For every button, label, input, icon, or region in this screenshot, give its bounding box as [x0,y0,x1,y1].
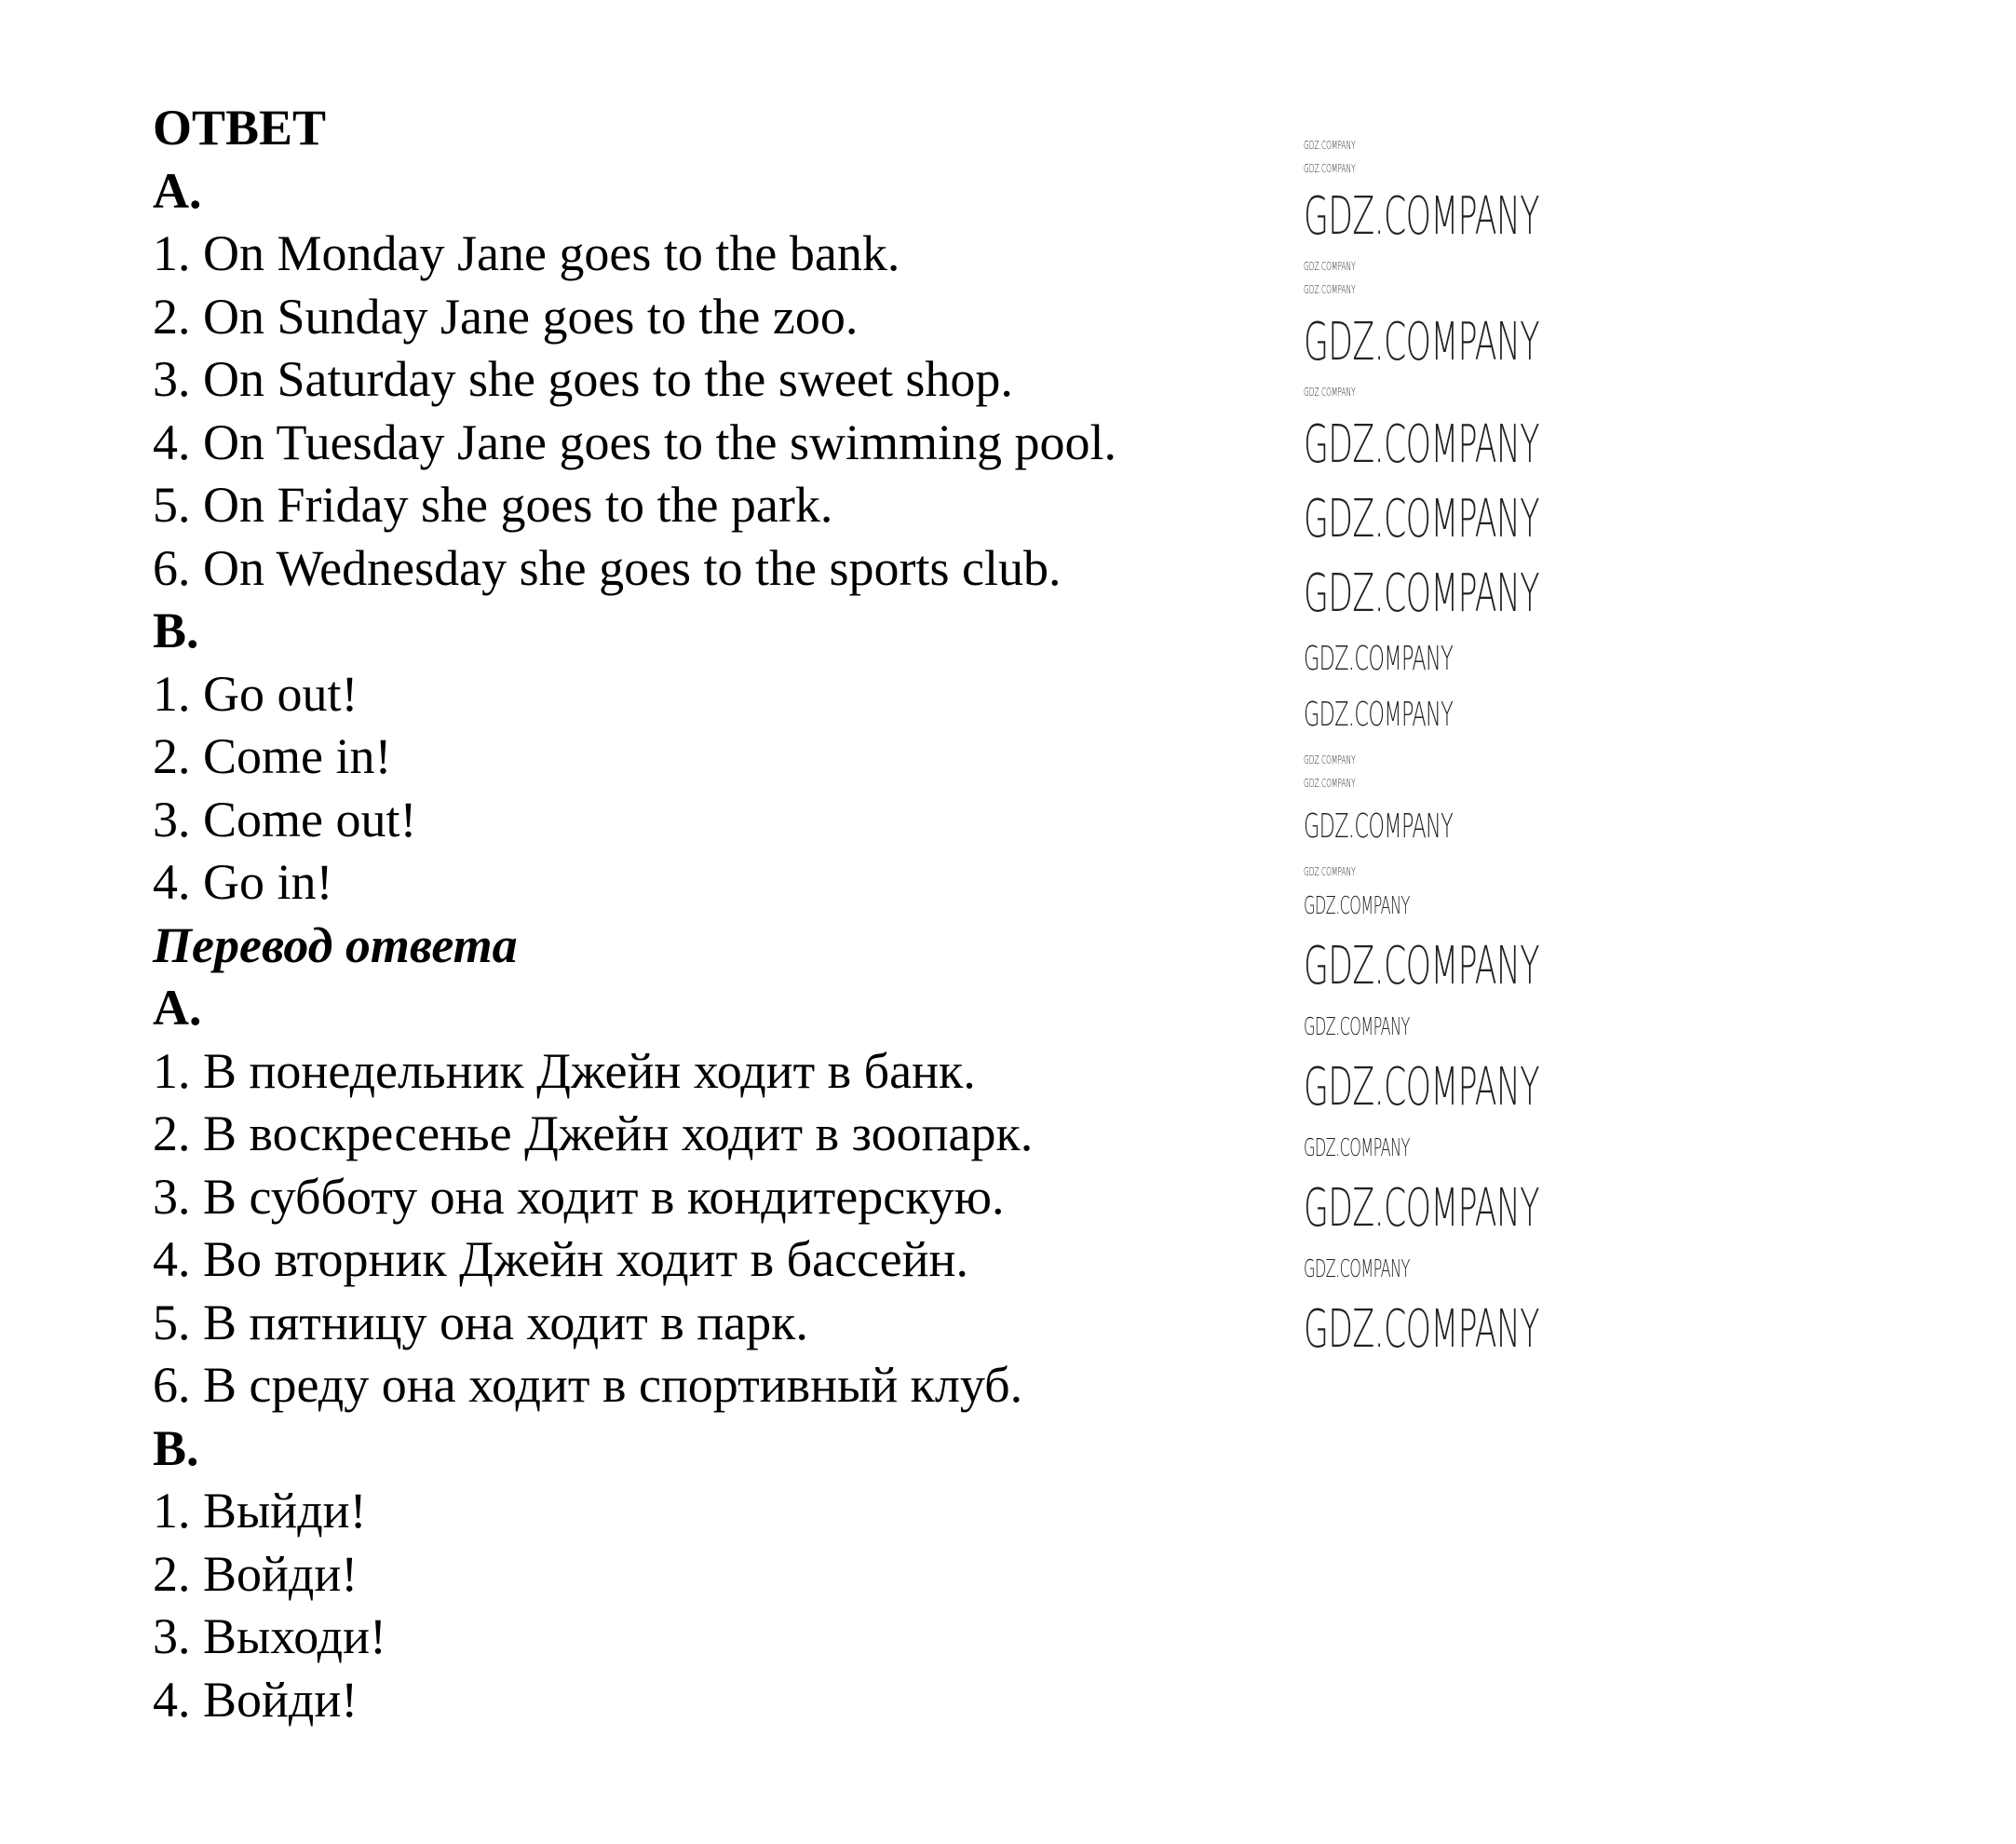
watermark: GDZ.COMPANY [1304,312,1539,373]
watermark: GDZ.COMPANY [1304,1178,1539,1239]
watermark: GDZ.COMPANY [1304,696,1454,734]
answer-line: 5. On Friday she goes to the park. [153,477,833,533]
translation-b-label: B. [153,1419,199,1476]
translation-a-label: A. [153,980,202,1036]
watermark: GDZ.COMPANY [1304,1013,1410,1041]
answer-line: 6. On Wednesday she goes to the sports club. [153,539,1062,596]
watermark: GDZ.COMPANY [1304,640,1454,678]
translation-line: 1. В понедельник Джейн ходит в банк. [153,1042,976,1099]
translation-line: 3. В субботу она ходит в кондитерскую. [153,1168,1005,1225]
watermark: GDZ.COMPANY [1304,936,1539,997]
watermark: GDZ.COMPANY [1304,807,1454,846]
watermark: GDZ.COMPANY [1304,1255,1410,1283]
watermark: GDZ.COMPANY [1304,162,1356,175]
watermark: GDZ.COMPANY [1304,260,1356,273]
translation-line: 2. В воскресенье Джейн ходит в зоопарк. [153,1105,1034,1161]
watermark: GDZ.COMPANY [1304,386,1356,399]
watermark: GDZ.COMPANY [1304,139,1356,152]
watermark: GDZ.COMPANY [1304,563,1539,624]
watermark: GDZ.COMPANY [1304,777,1356,790]
translation-line: 4. Войди! [153,1671,359,1728]
translation-line: 1. Выйди! [153,1483,367,1539]
answer-document [153,97,1116,1731]
watermark: GDZ.COMPANY [1304,1134,1410,1162]
translation-heading: Перевод ответа [153,916,518,973]
answer-line: 4. On Tuesday Jane goes to the swimming pool. [153,414,1116,470]
answer-line: 3. Come out! [153,791,417,847]
answer-line: 2. Come in! [153,728,392,784]
watermark: GDZ.COMPANY [1304,892,1410,920]
answer-title: ОТВЕТ [153,100,327,156]
watermark: GDZ.COMPANY [1304,283,1356,296]
answer-line: 2. On Sunday Jane goes to the zoo. [153,288,859,345]
translation-line: 6. В среду она ходит в спортивный клуб. [153,1357,1023,1413]
translation-line: 3. Выходи! [153,1608,387,1664]
watermark: GDZ.COMPANY [1304,489,1539,549]
translation-line: 4. Во вторник Джейн ходит в бассейн. [153,1231,968,1287]
answer-line: 3. On Saturday she goes to the sweet shop. [153,351,1013,407]
watermark: GDZ.COMPANY [1304,1299,1539,1360]
watermark: GDZ.COMPANY [1304,865,1356,878]
translation-line: 5. В пятницу она ходит в парк. [153,1294,808,1350]
watermark: GDZ.COMPANY [1304,186,1539,247]
watermark: GDZ.COMPANY [1304,1057,1539,1118]
translation-line: 2. Войди! [153,1545,359,1602]
answer-line: 1. On Monday Jane goes to the bank. [153,225,900,281]
answer-line: 4. Go in! [153,854,333,910]
watermark: GDZ.COMPANY [1304,414,1539,475]
section-a-label: A. [153,162,202,219]
section-b-label: B. [153,603,199,658]
answer-line: 1. Go out! [153,665,359,722]
watermark: GDZ.COMPANY [1304,753,1356,766]
